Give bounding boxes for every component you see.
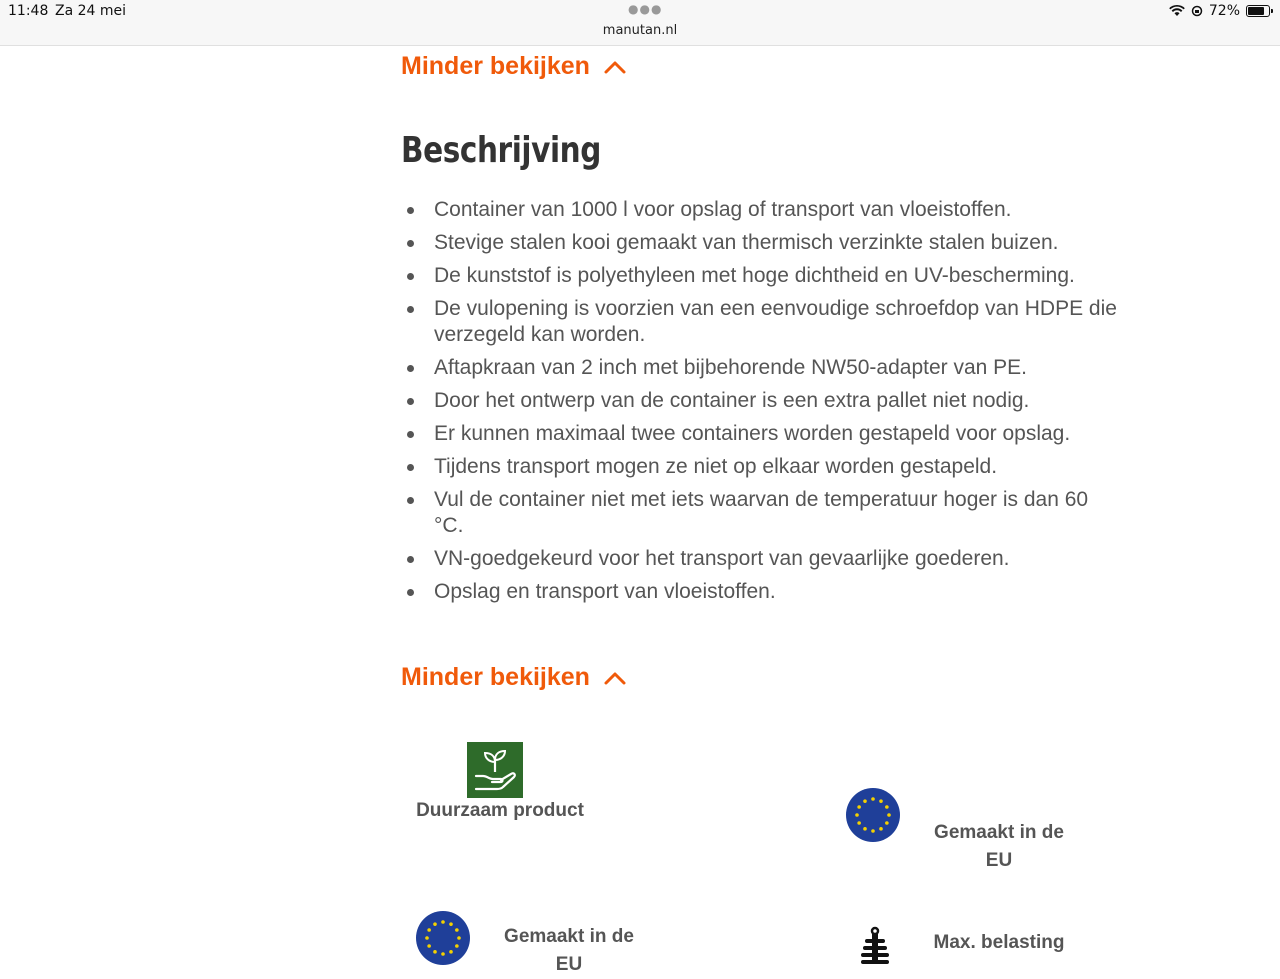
- show-less-link-bottom[interactable]: [401, 663, 626, 692]
- badge-label-line: EU: [985, 850, 1013, 871]
- show-less-link-top[interactable]: [401, 52, 626, 81]
- url-text: manutan.nl: [602, 23, 678, 38]
- eu-flag-icon: [415, 910, 471, 966]
- address-bar[interactable]: [0, 23, 1280, 38]
- list-item: Aftapkraan van 2 inch met bijbehorende NW50-adapter van PE.: [401, 355, 1121, 381]
- list-item: Vul de container niet met iets waarvan de temperatuur hoger is dan 60 °C.: [401, 487, 1121, 539]
- list-item: De kunststof is polyethyleen met hoge dichtheid en UV-bescherming.: [401, 263, 1121, 289]
- list-item: Tijdens transport mogen ze niet op elkaar worden gestapeld.: [401, 454, 1121, 480]
- description-list: [401, 197, 1121, 612]
- section-title: Beschrijving: [401, 130, 601, 171]
- weight-load-icon: [855, 926, 895, 966]
- badge-label-line: Gemaakt in de: [504, 926, 634, 947]
- chevron-up-icon: [604, 60, 626, 74]
- show-less-label: Minder bekijken: [401, 663, 590, 691]
- wifi-icon: [1169, 5, 1185, 17]
- show-less-label: Minder bekijken: [401, 52, 590, 80]
- chevron-up-icon: [604, 671, 626, 685]
- badge-label: [910, 819, 1088, 875]
- clock: 11:48: [8, 3, 49, 19]
- badge-label-line: Gemaakt in de: [934, 822, 1064, 843]
- list-item: VN-goedgekeurd voor het transport van gevaarlijke goederen.: [401, 546, 1121, 572]
- badge-label: [480, 923, 658, 979]
- list-item: Stevige stalen kooi gemaakt van thermisch verzinkte stalen buizen.: [401, 230, 1121, 256]
- list-item: Er kunnen maximaal twee containers worden gestapeld voor opslag.: [401, 421, 1121, 447]
- list-item: Container van 1000 l voor opslag of transport van vloeistoffen.: [401, 197, 1121, 223]
- rotation-lock-icon: [1191, 5, 1203, 17]
- more-dots-icon[interactable]: ●●●: [628, 2, 663, 16]
- battery-icon: [1246, 5, 1270, 17]
- badge-label: Max. belasting: [933, 932, 1065, 953]
- sustainable-product-icon: [467, 742, 523, 798]
- browser-status-bar: [0, 0, 1280, 46]
- list-item: De vulopening is voorzien van een eenvoudige schroefdop van HDPE die verzegeld kan worden.: [401, 296, 1121, 348]
- badge-label-line: EU: [555, 954, 583, 975]
- list-item: Door het ontwerp van de container is een extra pallet niet nodig.: [401, 388, 1121, 414]
- badge-label: Duurzaam product: [416, 800, 584, 821]
- battery-percent: 72%: [1208, 3, 1240, 19]
- list-item: Opslag en transport van vloeistoffen.: [401, 579, 1121, 605]
- date: Za 24 mei: [55, 3, 127, 19]
- status-icons: [1169, 3, 1270, 19]
- eu-flag-icon: [845, 787, 901, 843]
